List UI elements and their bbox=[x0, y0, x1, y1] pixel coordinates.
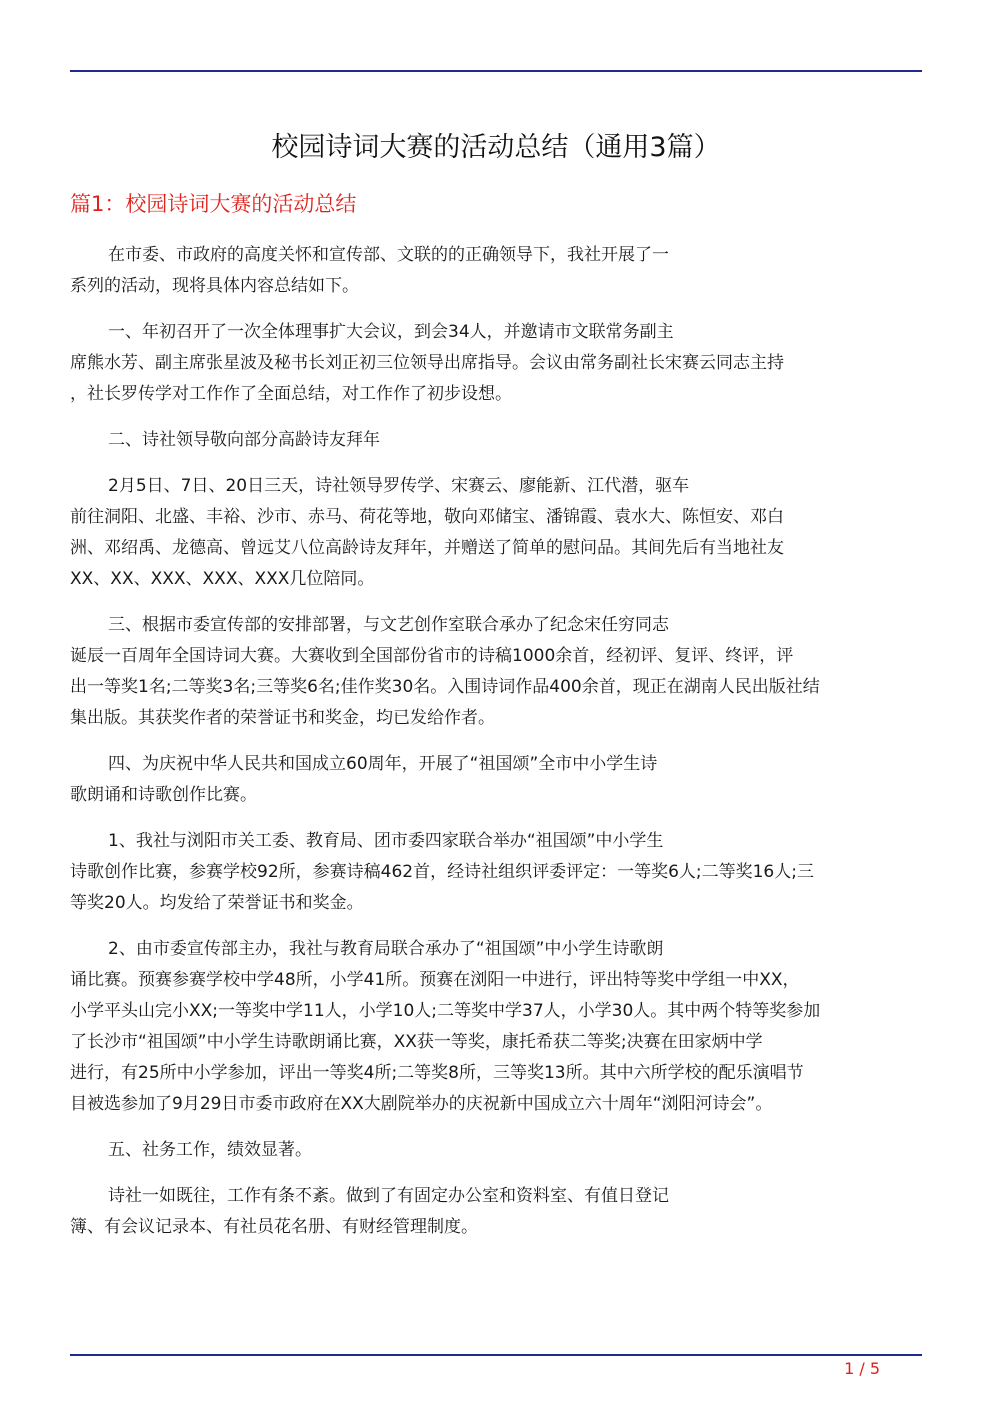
paragraph-line: 四、为庆祝中华人民共和国成立60周年，开展了“祖国颂”全市中小学生诗 bbox=[108, 754, 658, 774]
paragraph-line: ，社长罗传学对工作作了全面总结，对工作作了初步设想。 bbox=[70, 384, 512, 404]
paragraph-line: 小学平头山完小XX;一等奖中学11人，小学10人;二等奖中学37人，小学30人。其中两个特等奖参加 bbox=[70, 1001, 821, 1021]
paragraph-line: 一、年初召开了一次全体理事扩大会议，到会34人，并邀请市文联常务副主 bbox=[108, 322, 674, 342]
paragraph-line: 目被选参加了9月29日市委市政府在XX大剧院举办的庆祝新中国成立六十周年“浏阳河诗会”。 bbox=[70, 1094, 773, 1114]
paragraph-line: 诗社一如既往，工作有条不紊。做到了有固定办公室和资料室、有值日登记 bbox=[108, 1186, 669, 1206]
document-title: 校园诗词大赛的活动总结（通用3篇） bbox=[271, 132, 721, 163]
paragraph-line: 三、根据市委宣传部的安排部署，与文艺创作室联合承办了纪念宋任穷同志 bbox=[108, 615, 669, 635]
body-paragraph bbox=[70, 471, 922, 595]
paragraph-line: 前往洞阳、北盛、丰裕、沙市、赤马、荷花等地，敬向邓储宝、潘锦霞、袁水大、陈恒安、邓白 bbox=[70, 507, 784, 527]
paragraph-line: 洲、邓绍禹、龙德高、曾远艾八位高龄诗友拜年，并赠送了简单的慰问品。其间先后有当地社友 bbox=[70, 538, 784, 558]
paragraph-line: 2月5日、7日、20日三天，诗社领导罗传学、宋赛云、廖能新、江代潜，驱车 bbox=[108, 476, 690, 496]
paragraph-line: 五、社务工作，绩效显著。 bbox=[108, 1140, 312, 1160]
paragraph-line: 出一等奖1名;二等奖3名;三等奖6名;佳作奖30名。入围诗词作品400余首，现正在湖南人民出版社结 bbox=[70, 677, 820, 697]
paragraph-line: 系列的活动，现将具体内容总结如下。 bbox=[70, 276, 359, 296]
body-paragraph bbox=[70, 425, 922, 456]
body-paragraph bbox=[70, 610, 922, 734]
section-heading: 篇1：校园诗词大赛的活动总结 bbox=[70, 192, 357, 216]
paragraph-line: 在市委、市政府的高度关怀和宣传部、文联的的正确领导下，我社开展了一 bbox=[108, 245, 669, 265]
paragraph-line: 进行，有25所中小学参加，评出一等奖4所;二等奖8所，三等奖13所。其中六所学校的配乐演唱节 bbox=[70, 1063, 804, 1083]
paragraph-line: 集出版。其获奖作者的荣誉证书和奖金，均已发给作者。 bbox=[70, 708, 495, 728]
paragraph-line: 歌朗诵和诗歌创作比赛。 bbox=[70, 785, 257, 805]
paragraph-line: 等奖20人。均发给了荣誉证书和奖金。 bbox=[70, 893, 364, 913]
header-rule bbox=[70, 70, 922, 72]
document-body bbox=[70, 240, 922, 1258]
footer-rule bbox=[70, 1354, 922, 1356]
body-paragraph bbox=[70, 1181, 922, 1243]
page-number: 1 / 5 bbox=[844, 1359, 880, 1378]
paragraph-line: XX、XX、XXX、XXX、XXX几位陪同。 bbox=[70, 569, 375, 589]
paragraph-line: 二、诗社领导敬向部分高龄诗友拜年 bbox=[108, 430, 380, 450]
body-paragraph bbox=[70, 1135, 922, 1166]
paragraph-line: 席熊水芳、副主席张星波及秘书长刘正初三位领导出席指导。会议由常务副社长宋赛云同志主持 bbox=[70, 353, 784, 373]
paragraph-line: 了长沙市“祖国颂”中小学生诗歌朗诵比赛，XX获一等奖，康托希获二等奖;决赛在田家炳中学 bbox=[70, 1032, 763, 1052]
body-paragraph bbox=[70, 749, 922, 811]
paragraph-line: 诵比赛。预赛参赛学校中学48所，小学41所。预赛在浏阳一中进行，评出特等奖中学组一中XX， bbox=[70, 970, 800, 990]
paragraph-line: 2、由市委宣传部主办，我社与教育局联合承办了“祖国颂”中小学生诗歌朗 bbox=[108, 939, 664, 959]
body-paragraph bbox=[70, 826, 922, 919]
paragraph-line: 1、我社与浏阳市关工委、教育局、团市委四家联合举办“祖国颂”中小学生 bbox=[108, 831, 664, 851]
body-paragraph bbox=[70, 317, 922, 410]
body-paragraph bbox=[70, 240, 922, 302]
paragraph-line: 簿、有会议记录本、有社员花名册、有财经管理制度。 bbox=[70, 1217, 478, 1237]
paragraph-line: 诗歌创作比赛，参赛学校92所，参赛诗稿462首，经诗社组织评委评定：一等奖6人;二等奖16人;三 bbox=[70, 862, 814, 882]
paragraph-line: 诞辰一百周年全国诗词大赛。大赛收到全国部份省市的诗稿1000余首，经初评、复评、终评，评 bbox=[70, 646, 794, 666]
body-paragraph bbox=[70, 934, 922, 1120]
